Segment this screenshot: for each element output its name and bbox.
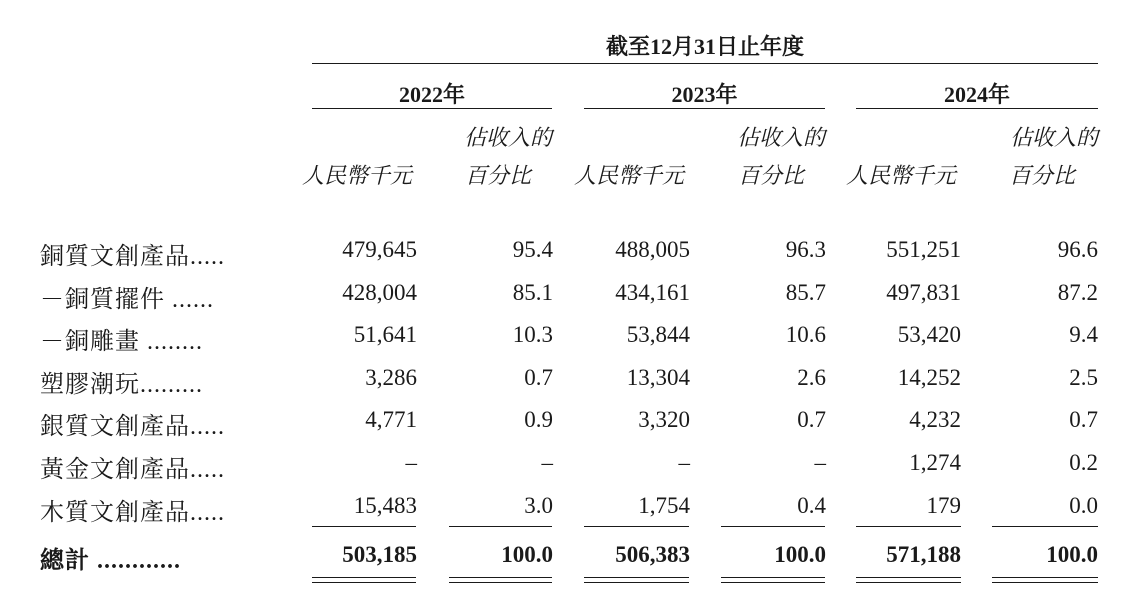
- table-cell: 51,641: [353, 322, 417, 347]
- period-heading: 截至12月31日止年度: [605, 34, 804, 59]
- row-label: －銅質擺件 ......: [40, 287, 214, 313]
- table-cell: 551,251: [886, 237, 961, 262]
- total-double-rule: [312, 577, 416, 578]
- total-double-rule: [584, 577, 689, 578]
- table-cell: 488,005: [615, 237, 690, 262]
- table-cell: 3,286: [365, 365, 417, 390]
- subtotal-rule: [312, 526, 416, 527]
- total-label: 總計 ............: [40, 548, 181, 574]
- year-heading-2024: 2024年: [943, 82, 1010, 107]
- header-rule: [312, 63, 1098, 64]
- table-cell: 497,831: [886, 280, 961, 305]
- subtotal-rule: [721, 526, 825, 527]
- total-double-rule: [584, 582, 689, 583]
- table-cell: –: [541, 450, 553, 475]
- total-double-rule: [312, 582, 416, 583]
- table-cell: 85.7: [785, 280, 826, 305]
- total-cell: 503,185: [342, 542, 417, 567]
- total-double-rule: [992, 582, 1098, 583]
- pct-header-line1: 佔收入的: [1009, 125, 1098, 150]
- year-rule-2023: [584, 108, 825, 109]
- table-cell: 3,320: [638, 407, 690, 432]
- table-cell: 479,645: [342, 237, 417, 262]
- table-cell: 0.9: [524, 407, 553, 432]
- total-double-rule: [856, 582, 961, 583]
- total-double-rule: [449, 577, 552, 578]
- table-cell: –: [814, 450, 826, 475]
- subtotal-rule: [449, 526, 552, 527]
- table-cell: 434,161: [615, 280, 690, 305]
- table-cell: 1,754: [638, 493, 690, 518]
- table-cell: 0.7: [1069, 407, 1098, 432]
- table-cell: 87.2: [1057, 280, 1098, 305]
- year-heading-2022: 2022年: [398, 82, 465, 107]
- total-double-rule: [856, 577, 961, 578]
- row-label: 銅質文創產品.....: [40, 244, 225, 270]
- year-rule-2022: [312, 108, 552, 109]
- table-cell: 10.3: [512, 322, 553, 347]
- table-cell: 0.4: [797, 493, 826, 518]
- table-cell: 428,004: [342, 280, 417, 305]
- total-double-rule: [992, 577, 1098, 578]
- amount-header: 人民幣千元: [302, 163, 413, 188]
- table-cell: –: [678, 450, 690, 475]
- row-label: 銀質文創產品.....: [40, 414, 225, 440]
- table-cell: 4,232: [909, 407, 961, 432]
- pct-header-line2: 百分比: [1009, 163, 1076, 188]
- row-label: 塑膠潮玩.........: [40, 372, 203, 398]
- total-cell: 100.0: [501, 542, 553, 567]
- table-cell: 1,274: [909, 450, 961, 475]
- row-label: 木質文創產品.....: [40, 500, 225, 526]
- table-cell: 53,844: [626, 322, 690, 347]
- table-cell: –: [405, 450, 417, 475]
- table-cell: 0.2: [1069, 450, 1098, 475]
- subtotal-rule: [856, 526, 961, 527]
- table-cell: 96.6: [1057, 237, 1098, 262]
- table-cell: 3.0: [524, 493, 553, 518]
- table-cell: 96.3: [785, 237, 826, 262]
- row-label: 黃金文創產品.....: [40, 457, 225, 483]
- pct-header-line2-amount: 人民幣千元: [846, 163, 957, 188]
- year-heading-2023: 2023年: [671, 82, 738, 107]
- table-cell: 2.5: [1069, 365, 1098, 390]
- table-cell: 53,420: [897, 322, 961, 347]
- table-cell: 4,771: [365, 407, 417, 432]
- total-cell: 571,188: [886, 542, 961, 567]
- amount-header: 人民幣千元: [574, 163, 685, 188]
- table-cell: 85.1: [512, 280, 553, 305]
- table-cell: 0.7: [797, 407, 826, 432]
- year-rule-2024: [856, 108, 1098, 109]
- total-cell: 506,383: [615, 542, 690, 567]
- total-double-rule: [449, 582, 552, 583]
- table-cell: 2.6: [797, 365, 826, 390]
- table-cell: 15,483: [353, 493, 417, 518]
- pct-header-line1: 佔收入的: [463, 125, 552, 150]
- table-cell: 0.7: [524, 365, 553, 390]
- table-cell: 14,252: [897, 365, 961, 390]
- table-cell: 9.4: [1069, 322, 1098, 347]
- subtotal-rule: [584, 526, 689, 527]
- table-cell: 179: [926, 493, 961, 518]
- subtotal-rule: [992, 526, 1098, 527]
- table-cell: 95.4: [512, 237, 553, 262]
- table-cell: 13,304: [626, 365, 690, 390]
- pct-header-line2: 百分比: [465, 163, 532, 188]
- table-cell: 10.6: [785, 322, 826, 347]
- table-cell: 0.0: [1069, 493, 1098, 518]
- pct-header-line2: 百分比: [738, 163, 805, 188]
- row-label: －銅雕畫 ........: [40, 329, 203, 355]
- total-double-rule: [721, 577, 825, 578]
- total-double-rule: [721, 582, 825, 583]
- pct-header-line1: 佔收入的: [736, 125, 825, 150]
- total-cell: 100.0: [774, 542, 826, 567]
- total-cell: 100.0: [1046, 542, 1098, 567]
